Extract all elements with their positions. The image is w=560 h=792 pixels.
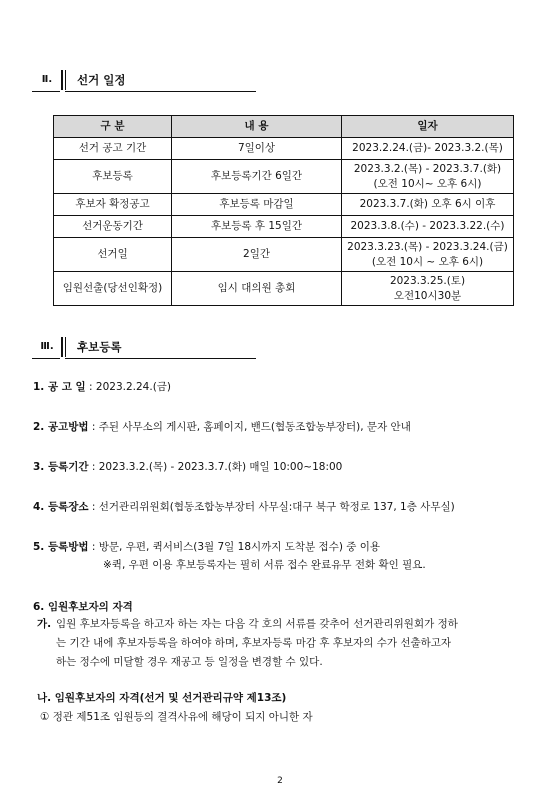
row-date xyxy=(342,272,514,306)
item-label: 5. 등록방법 xyxy=(33,541,89,553)
item-announce-method xyxy=(33,420,411,435)
row-date xyxy=(342,238,514,272)
item-label: 2. 공고방법 xyxy=(33,421,89,433)
section-3-underline-left xyxy=(32,358,60,359)
row-category: 선거 공고 기간 xyxy=(54,138,172,160)
row-date-line1: 2023.3.23.(목) - 2023.3.24.(금) xyxy=(347,240,508,253)
item-registration-method xyxy=(33,540,380,555)
clause-na-item-1: ① 정관 제51조 임원등의 결격사유에 해당이 되지 아니한 자 xyxy=(40,711,313,723)
item-registration-place xyxy=(33,500,455,515)
clause-ga-line3: 하는 정수에 미달할 경우 재공고 등 일정을 변경할 수 있다. xyxy=(56,656,323,668)
table-row xyxy=(54,272,514,306)
page-number: 2 xyxy=(277,776,283,786)
row-date-line1: 2023.3.2.(목) - 2023.3.7.(화) xyxy=(353,162,502,175)
section-3-header xyxy=(32,337,256,359)
row-date xyxy=(342,138,514,160)
item-label: 4. 등록장소 xyxy=(33,501,89,513)
clause-ga-line1: 임원 후보자등록을 하고자 하는 자는 다음 각 호의 서류를 갖추어 선거관리위원회가 정하 xyxy=(56,618,458,630)
section-3-underline xyxy=(65,358,256,359)
row-date-line1: 2023.3.25.(토) xyxy=(389,274,466,287)
table-header-row xyxy=(54,116,514,138)
row-date xyxy=(342,216,514,238)
item-registration-note: ※퀵, 우편 이용 후보등록자는 필히 서류 접수 완료유무 전화 확인 필요. xyxy=(103,559,426,571)
item-text: : 선거관리위원회(협동조합농부장터 사무실:대구 북구 학정로 137, 1층 사무실) xyxy=(88,501,455,513)
item-label: 3. 등록기간 xyxy=(33,461,89,473)
table-row xyxy=(54,160,514,194)
section-2-bar xyxy=(61,70,63,90)
section-2-header xyxy=(32,70,256,92)
section-3-number: Ⅲ. xyxy=(40,341,54,352)
schedule-table xyxy=(53,115,514,306)
section-2-underline-left xyxy=(32,91,60,92)
row-date-line1: 2023.2.24.(금)- 2023.3.2.(목) xyxy=(352,142,503,154)
row-category: 후보등록 xyxy=(54,160,172,194)
section-2-bar-thin xyxy=(65,70,66,90)
row-content: 후보등록 마감일 xyxy=(172,194,342,216)
item-text: : 주된 사무소의 게시판, 홈페이지, 밴드(협동조합농부장터), 문자 안내 xyxy=(88,421,411,433)
header-content: 내 용 xyxy=(172,116,342,138)
section-3-title: 후보등록 xyxy=(77,340,122,354)
section-2-title: 선거 일정 xyxy=(77,73,126,87)
item-candidate-qualification xyxy=(33,600,133,615)
item-text: : 2023.3.2.(목) - 2023.3.7.(화) 매일 10:00~18:00 xyxy=(88,461,343,473)
row-date xyxy=(342,160,514,194)
item-text: : 2023.2.24.(금) xyxy=(85,381,172,393)
row-category: 후보자 확정공고 xyxy=(54,194,172,216)
row-date-line1: 2023.3.8.(수) - 2023.3.22.(수) xyxy=(350,220,505,232)
section-2-number: Ⅱ. xyxy=(41,74,53,85)
table-row xyxy=(54,194,514,216)
item-registration-period xyxy=(33,460,342,475)
table-row xyxy=(54,138,514,160)
row-date-line1: 2023.3.7.(화) 오후 6시 이후 xyxy=(359,198,496,210)
row-category: 선거일 xyxy=(54,238,172,272)
row-content: 후보등록기간 6일간 xyxy=(172,160,342,194)
row-date-line2: (오전 10시 ~ 오후 6시) xyxy=(371,255,484,268)
table-row xyxy=(54,238,514,272)
row-category: 임원선출(당선인확정) xyxy=(54,272,172,306)
item-label: 6. 임원후보자의 자격 xyxy=(33,601,133,613)
header-category: 구 분 xyxy=(54,116,172,138)
row-content: 2일간 xyxy=(172,238,342,272)
row-date-line2: (오전 10시~ 오후 6시) xyxy=(373,177,482,190)
row-content: 임시 대의원 총회 xyxy=(172,272,342,306)
clause-ga-label: 가. xyxy=(37,618,52,630)
item-label: 1. 공 고 일 xyxy=(33,381,86,393)
row-date xyxy=(342,194,514,216)
clause-na-heading: 나. 임원후보자의 자격(선거 및 선거관리규약 제13조) xyxy=(37,692,287,704)
row-category: 선거운동기간 xyxy=(54,216,172,238)
table-row xyxy=(54,216,514,238)
clause-ga-line2: 는 기간 내에 후보자등록을 하여야 하며, 후보자등록 마감 후 후보자의 수가 선출하고자 xyxy=(56,637,452,649)
header-date: 일자 xyxy=(342,116,514,138)
item-announce-date xyxy=(33,380,171,395)
item-text: : 방문, 우편, 퀵서비스(3월 7일 18시까지 도착분 접수) 중 이용 xyxy=(88,541,381,553)
row-content: 7일이상 xyxy=(172,138,342,160)
section-3-bar-thin xyxy=(65,337,66,357)
row-content: 후보등록 후 15일간 xyxy=(172,216,342,238)
section-2-underline xyxy=(65,91,256,92)
section-3-bar xyxy=(61,337,63,357)
row-date-line2: 오전10시30분 xyxy=(393,289,462,302)
